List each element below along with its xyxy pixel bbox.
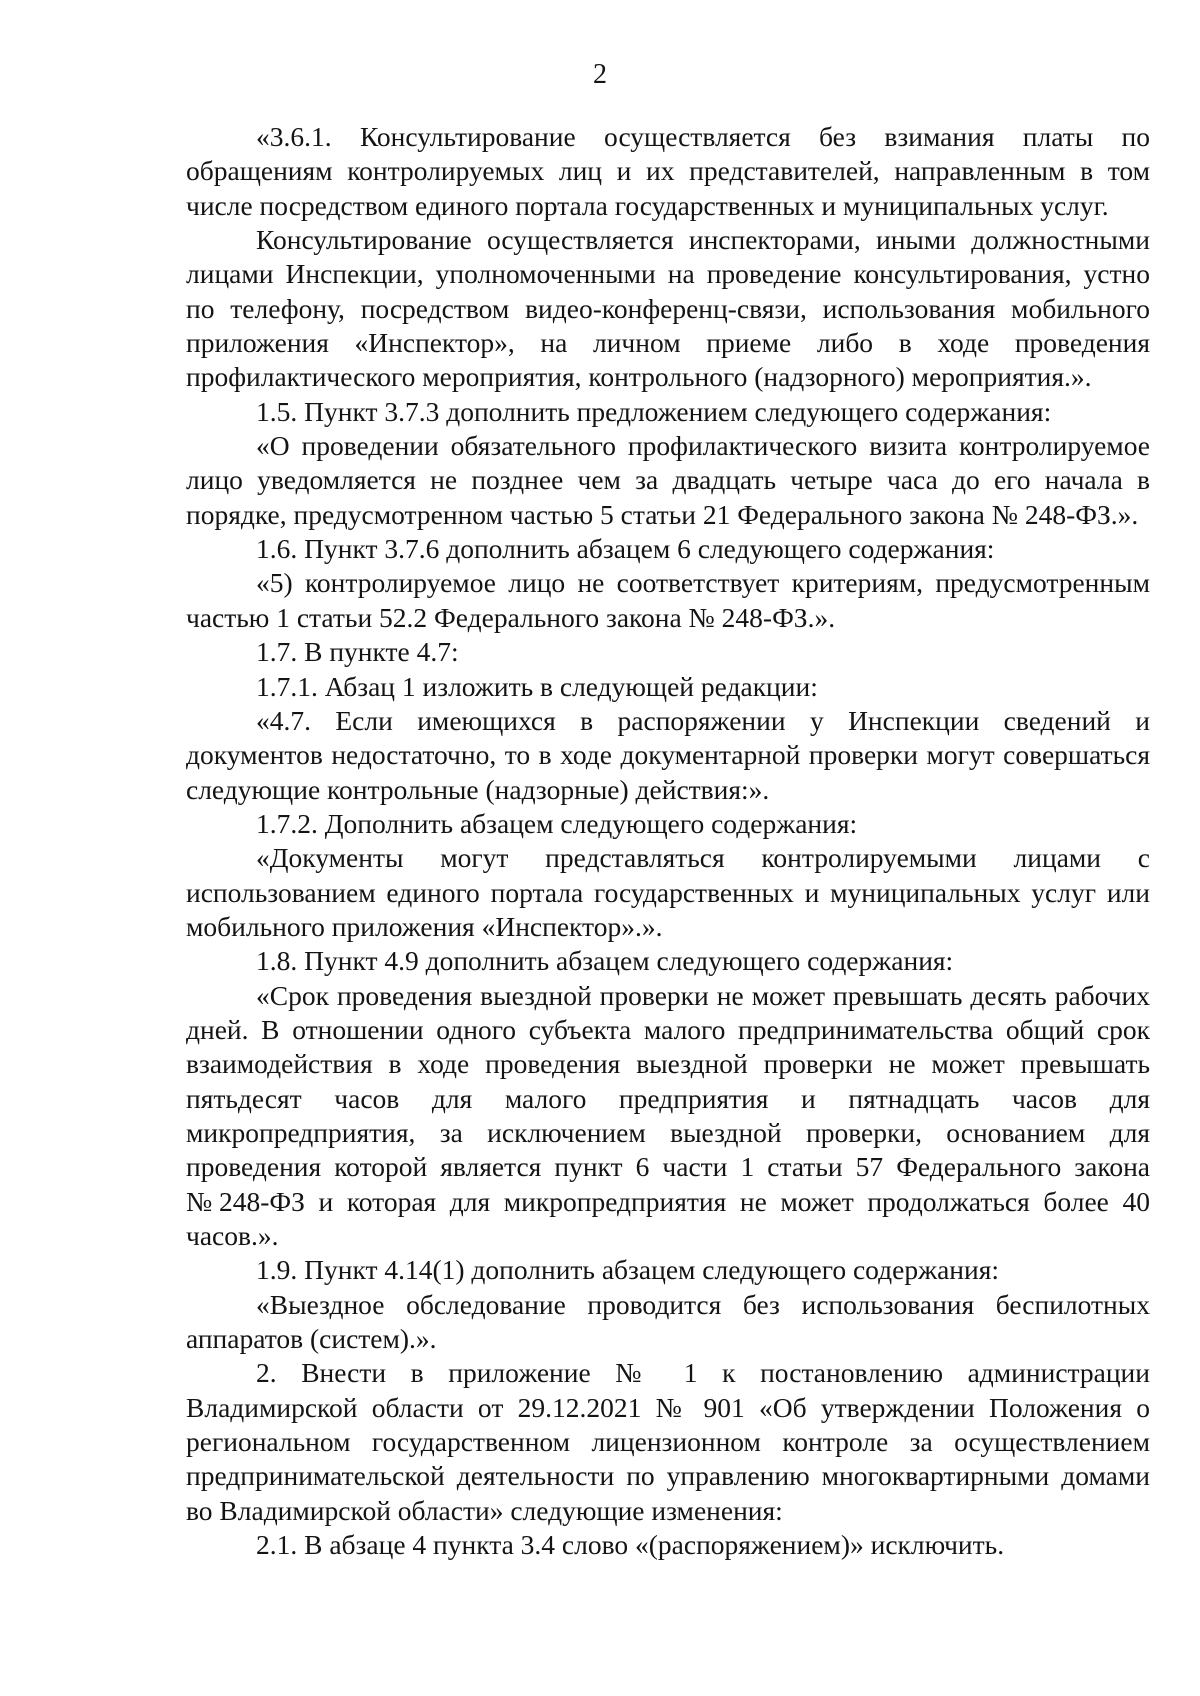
paragraph-2-1: 2.1. В абзаце 4 пункта 3.4 слово «(распоряжением)» исключить.	[256, 1529, 1005, 1561]
paragraph-documents: «Документы могут представляться контролируемыми лицами с использованием единого портала государственных и муниципальных услуг или мобильного приложения «Инспектор».».	[186, 842, 1150, 942]
paragraph-1-7-2: 1.7.2. Дополнить абзацем следующего содержания:	[256, 807, 858, 839]
paragraph-field-survey: «Выездное обследование проводится без использования беспилотных аппаратов (систем).».	[186, 1288, 1150, 1355]
paragraph-consulting: Консультирование осуществляется инспекторами, иными должностными лицами Инспекции, уполномоченными на проведение консультирования, устно по телефону, посредством видео-конференц-связи, использования мобильного приложения «Инспектор», на личном приеме либо в ходе проведения профилактического мероприятия, контрольного (надзорного) мероприятия.».	[186, 224, 1150, 393]
paragraph-preventive-visit: «О проведении обязательного профилактического визита контролируемое лицо уведомляется не позднее чем за двадцать четыре часа до его начала в порядке, предусмотренном частью 5 статьи 21 Федерального закона № 248-ФЗ.».	[186, 430, 1150, 530]
paragraph-1-7-1: 1.7.1. Абзац 1 изложить в следующей редакции:	[256, 670, 818, 702]
paragraph-1-5: 1.5. Пункт 3.7.3 дополнить предложением следующего содержания:	[256, 395, 1052, 427]
paragraph-1-9: 1.9. Пункт 4.14(1) дополнить абзацем следующего содержания:	[256, 1254, 1000, 1286]
paragraph-3-6-1: «3.6.1. Консультирование осуществляется без взимания платы по обращениям контролируемых лиц и их представителей, направленным в том числе посредством единого портала государственных и муниципальных услуг.	[186, 121, 1150, 221]
document-body	[186, 120, 1150, 1562]
paragraph-4-7: «4.7. Если имеющихся в распоряжении у Инспекции сведений и документов недостаточно, то в ходе документарной проверки могут совершаться следующие контрольные (надзорные) действия:».	[186, 704, 1150, 805]
paragraph-inspection-term: «Срок проведения выездной проверки не может превышать десять рабочих дней. В отношении одного субъекта малого предпринимательства общий срок взаимодействия в ходе проведения выездной проверки не может превышать пятьдесят часов для малого предприятия и пятнадцать часов для микропредприятия, за исключением выездной проверки, основанием для проведения которой является пункт 6 части 1 статьи 57 Федерального закона №248-ФЗ и которая для микропредприятия не может продолжаться более 40 часов.».	[186, 979, 1150, 1251]
paragraph-1-8: 1.8. Пункт 4.9 дополнить абзацем следующего содержания:	[256, 945, 954, 977]
paragraph-1-6: 1.6. Пункт 3.7.6 дополнить абзацем 6 следующего содержания:	[256, 533, 995, 565]
paragraph-1-7: 1.7. В пункте 4.7:	[256, 636, 459, 668]
page-number: 2	[593, 59, 607, 90]
paragraph-2: 2. Внести в приложение № 1 к постановлению администрации Владимирской области от 29.12.2021 № 901 «Об утверждении Положения о региональном государственном лицензионном контроле за осуществлением предпринимательской деятельности по управлению многоквартирными домами во Владимирской области» следующие изменения:	[186, 1357, 1150, 1526]
paragraph-criteria: «5) контролируемое лицо не соответствует критериям, предусмотренным частью 1 статьи 52.2 Федерального закона № 248-ФЗ.».	[186, 567, 1150, 633]
